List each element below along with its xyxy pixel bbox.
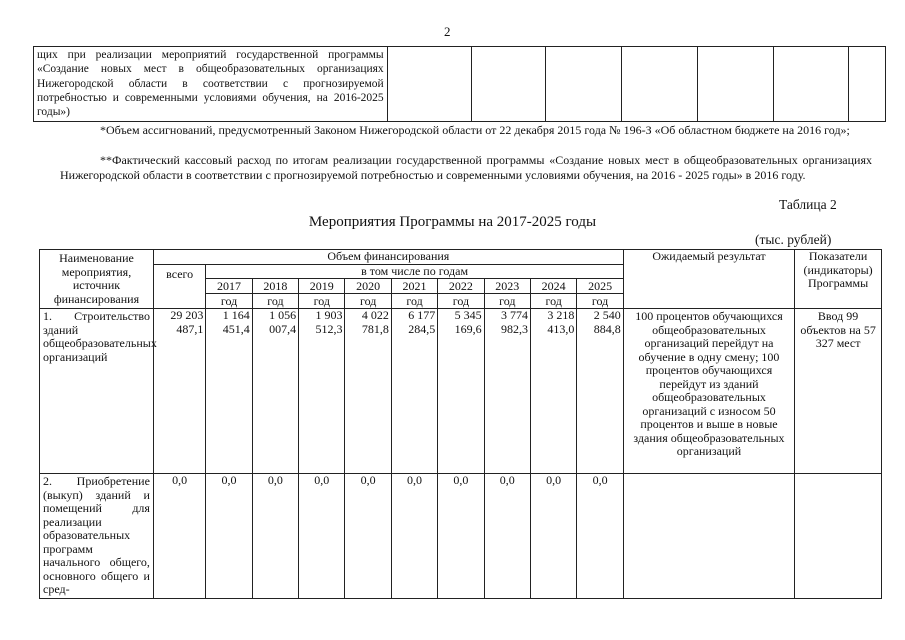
year-word: год	[299, 293, 344, 308]
row-name: 2. Приобретение (выкуп) зданий и помещений для реализации образовательных программ начального общего, основного общего и сред-	[40, 474, 154, 599]
year-value-cell-line: 007,4	[269, 321, 297, 336]
year-value-cell-line: 3 218	[547, 308, 575, 322]
year-number: 2017	[217, 279, 242, 293]
year-word: год	[253, 293, 298, 308]
indicator-cell	[795, 474, 882, 599]
year-word: год	[392, 293, 437, 308]
year-word: год	[206, 293, 251, 308]
year-number: 2023	[495, 279, 520, 293]
header-year-2022	[438, 279, 484, 309]
header-year-2021	[391, 279, 437, 309]
year-value-cell-line: 0,0	[407, 473, 423, 487]
header-year-2017	[206, 279, 252, 309]
year-value-cell-line: 0,0	[267, 473, 283, 487]
expected-result-cell: 100 процентов обучающихся общеобразовательных организаций перейдут на обучение в одну смену; 100 процентов обучающихся перейдут из зданий общеобразовательных организаций с износом 50 процентов и выше в новые здания общеобразовательных организаций	[623, 309, 794, 474]
year-value-cell	[484, 309, 530, 474]
header-funding: Объем финансирования	[153, 250, 623, 265]
year-value-cell-line: 0,0	[453, 473, 469, 487]
year-value-cell-line: 4 022	[361, 308, 389, 322]
year-value-cell-line: 0,0	[546, 473, 562, 487]
year-number: 2022	[448, 279, 473, 293]
year-word: год	[438, 293, 483, 308]
year-value-cell-line: 5 345	[454, 308, 482, 322]
year-value-cell	[530, 474, 576, 599]
year-value-cell	[252, 309, 298, 474]
year-value-cell-line: 284,5	[408, 321, 436, 336]
year-number: 2025	[588, 279, 613, 293]
year-value-cell-line: 413,0	[547, 321, 575, 336]
year-number: 2021	[402, 279, 427, 293]
table-row	[40, 474, 882, 599]
table-title: Мероприятия Программы на 2017-2025 годы	[308, 214, 597, 230]
year-value-cell-line: 0,0	[592, 473, 608, 487]
row-name: 1. Строительство зданий общеобразовательных организаций	[40, 309, 154, 474]
header-name: Наименование мероприятия, источник финансирования	[40, 250, 154, 309]
year-value-cell	[206, 474, 252, 599]
footnote-actual-expense: **Фактический кассовый расход по итогам реализации государственной программы «Создание новых мест в общеобразовательных организациях Нижегородской области в соответствии с прогнозируемой потребностью и современными условиями обучения, на 2016 - 2025 годы» в 2016 году.	[60, 153, 872, 182]
year-value-cell	[345, 309, 391, 474]
indicator-cell: Ввод 99 объектов на 57 327 мест	[795, 309, 882, 474]
total-cell-line: 0,0	[172, 473, 188, 487]
year-number: 2020	[356, 279, 381, 293]
header-year-2023	[484, 279, 530, 309]
continuation-text: щих при реализации мероприятий государственной программы «Создание новых мест в общеобразовательных организациях Нижегородской области в соответствии с прогнозируемой потребностью и современными условиями обучения, на 2016-2025 годы»)	[34, 47, 388, 122]
header-row-1	[40, 250, 882, 265]
year-value-cell-line: 169,6	[454, 321, 482, 336]
year-value-cell	[299, 309, 345, 474]
year-value-cell-line: 781,8	[361, 321, 389, 336]
page-number: 2	[444, 24, 451, 39]
continuation-table	[33, 46, 886, 122]
year-word: год	[577, 293, 622, 308]
header-by-years: в том числе по годам	[206, 264, 623, 279]
header-result: Ожидаемый результат	[623, 250, 794, 309]
year-value-cell	[391, 474, 437, 599]
year-value-cell	[438, 474, 484, 599]
total-cell-line: 487,1	[176, 321, 204, 336]
year-value-cell-line: 0,0	[314, 473, 330, 487]
year-word: год	[345, 293, 390, 308]
year-value-cell	[577, 309, 623, 474]
year-word: год	[531, 293, 576, 308]
year-value-cell-line: 884,8	[593, 321, 621, 336]
program-activities-table	[39, 249, 882, 599]
total-cell	[153, 474, 205, 599]
year-value-cell-line: 451,4	[222, 321, 250, 336]
year-value-cell-line: 1 903	[315, 308, 343, 322]
year-value-cell	[299, 474, 345, 599]
year-value-cell-line: 0,0	[499, 473, 515, 487]
table-label: Таблица 2	[779, 197, 837, 212]
year-value-cell	[206, 309, 252, 474]
footnote-budget-law: *Объем ассигнований, предусмотренный Законом Нижегородской области от 22 декабря 2015 года № 196-З «Об областном бюджете на 2016 год»;	[100, 123, 850, 137]
header-year-2025	[577, 279, 623, 309]
total-cell-line: 29 203	[170, 308, 204, 322]
year-number: 2018	[263, 279, 288, 293]
header-year-2019	[299, 279, 345, 309]
year-number: 2024	[541, 279, 566, 293]
expected-result-cell	[623, 474, 794, 599]
year-number: 2019	[309, 279, 334, 293]
total-cell	[153, 309, 205, 474]
header-year-2020	[345, 279, 391, 309]
table-row	[40, 309, 882, 474]
header-year-2024	[530, 279, 576, 309]
header-total: всего	[153, 264, 205, 309]
year-value-cell	[391, 309, 437, 474]
year-value-cell	[438, 309, 484, 474]
year-value-cell-line: 512,3	[315, 321, 343, 336]
header-year-2018	[252, 279, 298, 309]
year-value-cell-line: 1 164	[222, 308, 250, 322]
year-value-cell-line: 982,3	[500, 321, 528, 336]
year-word: год	[485, 293, 530, 308]
header-indicators: Показатели (индикаторы) Программы	[795, 250, 882, 309]
year-value-cell	[577, 474, 623, 599]
year-value-cell	[345, 474, 391, 599]
year-value-cell-line: 1 056	[269, 308, 297, 322]
year-value-cell-line: 0,0	[360, 473, 376, 487]
year-value-cell-line: 6 177	[408, 308, 436, 322]
year-value-cell	[530, 309, 576, 474]
year-value-cell	[252, 474, 298, 599]
unit-label: (тыс. рублей)	[755, 232, 832, 247]
year-value-cell-line: 3 774	[500, 308, 528, 322]
year-value-cell	[484, 474, 530, 599]
year-value-cell-line: 2 540	[593, 308, 621, 322]
year-value-cell-line: 0,0	[221, 473, 237, 487]
